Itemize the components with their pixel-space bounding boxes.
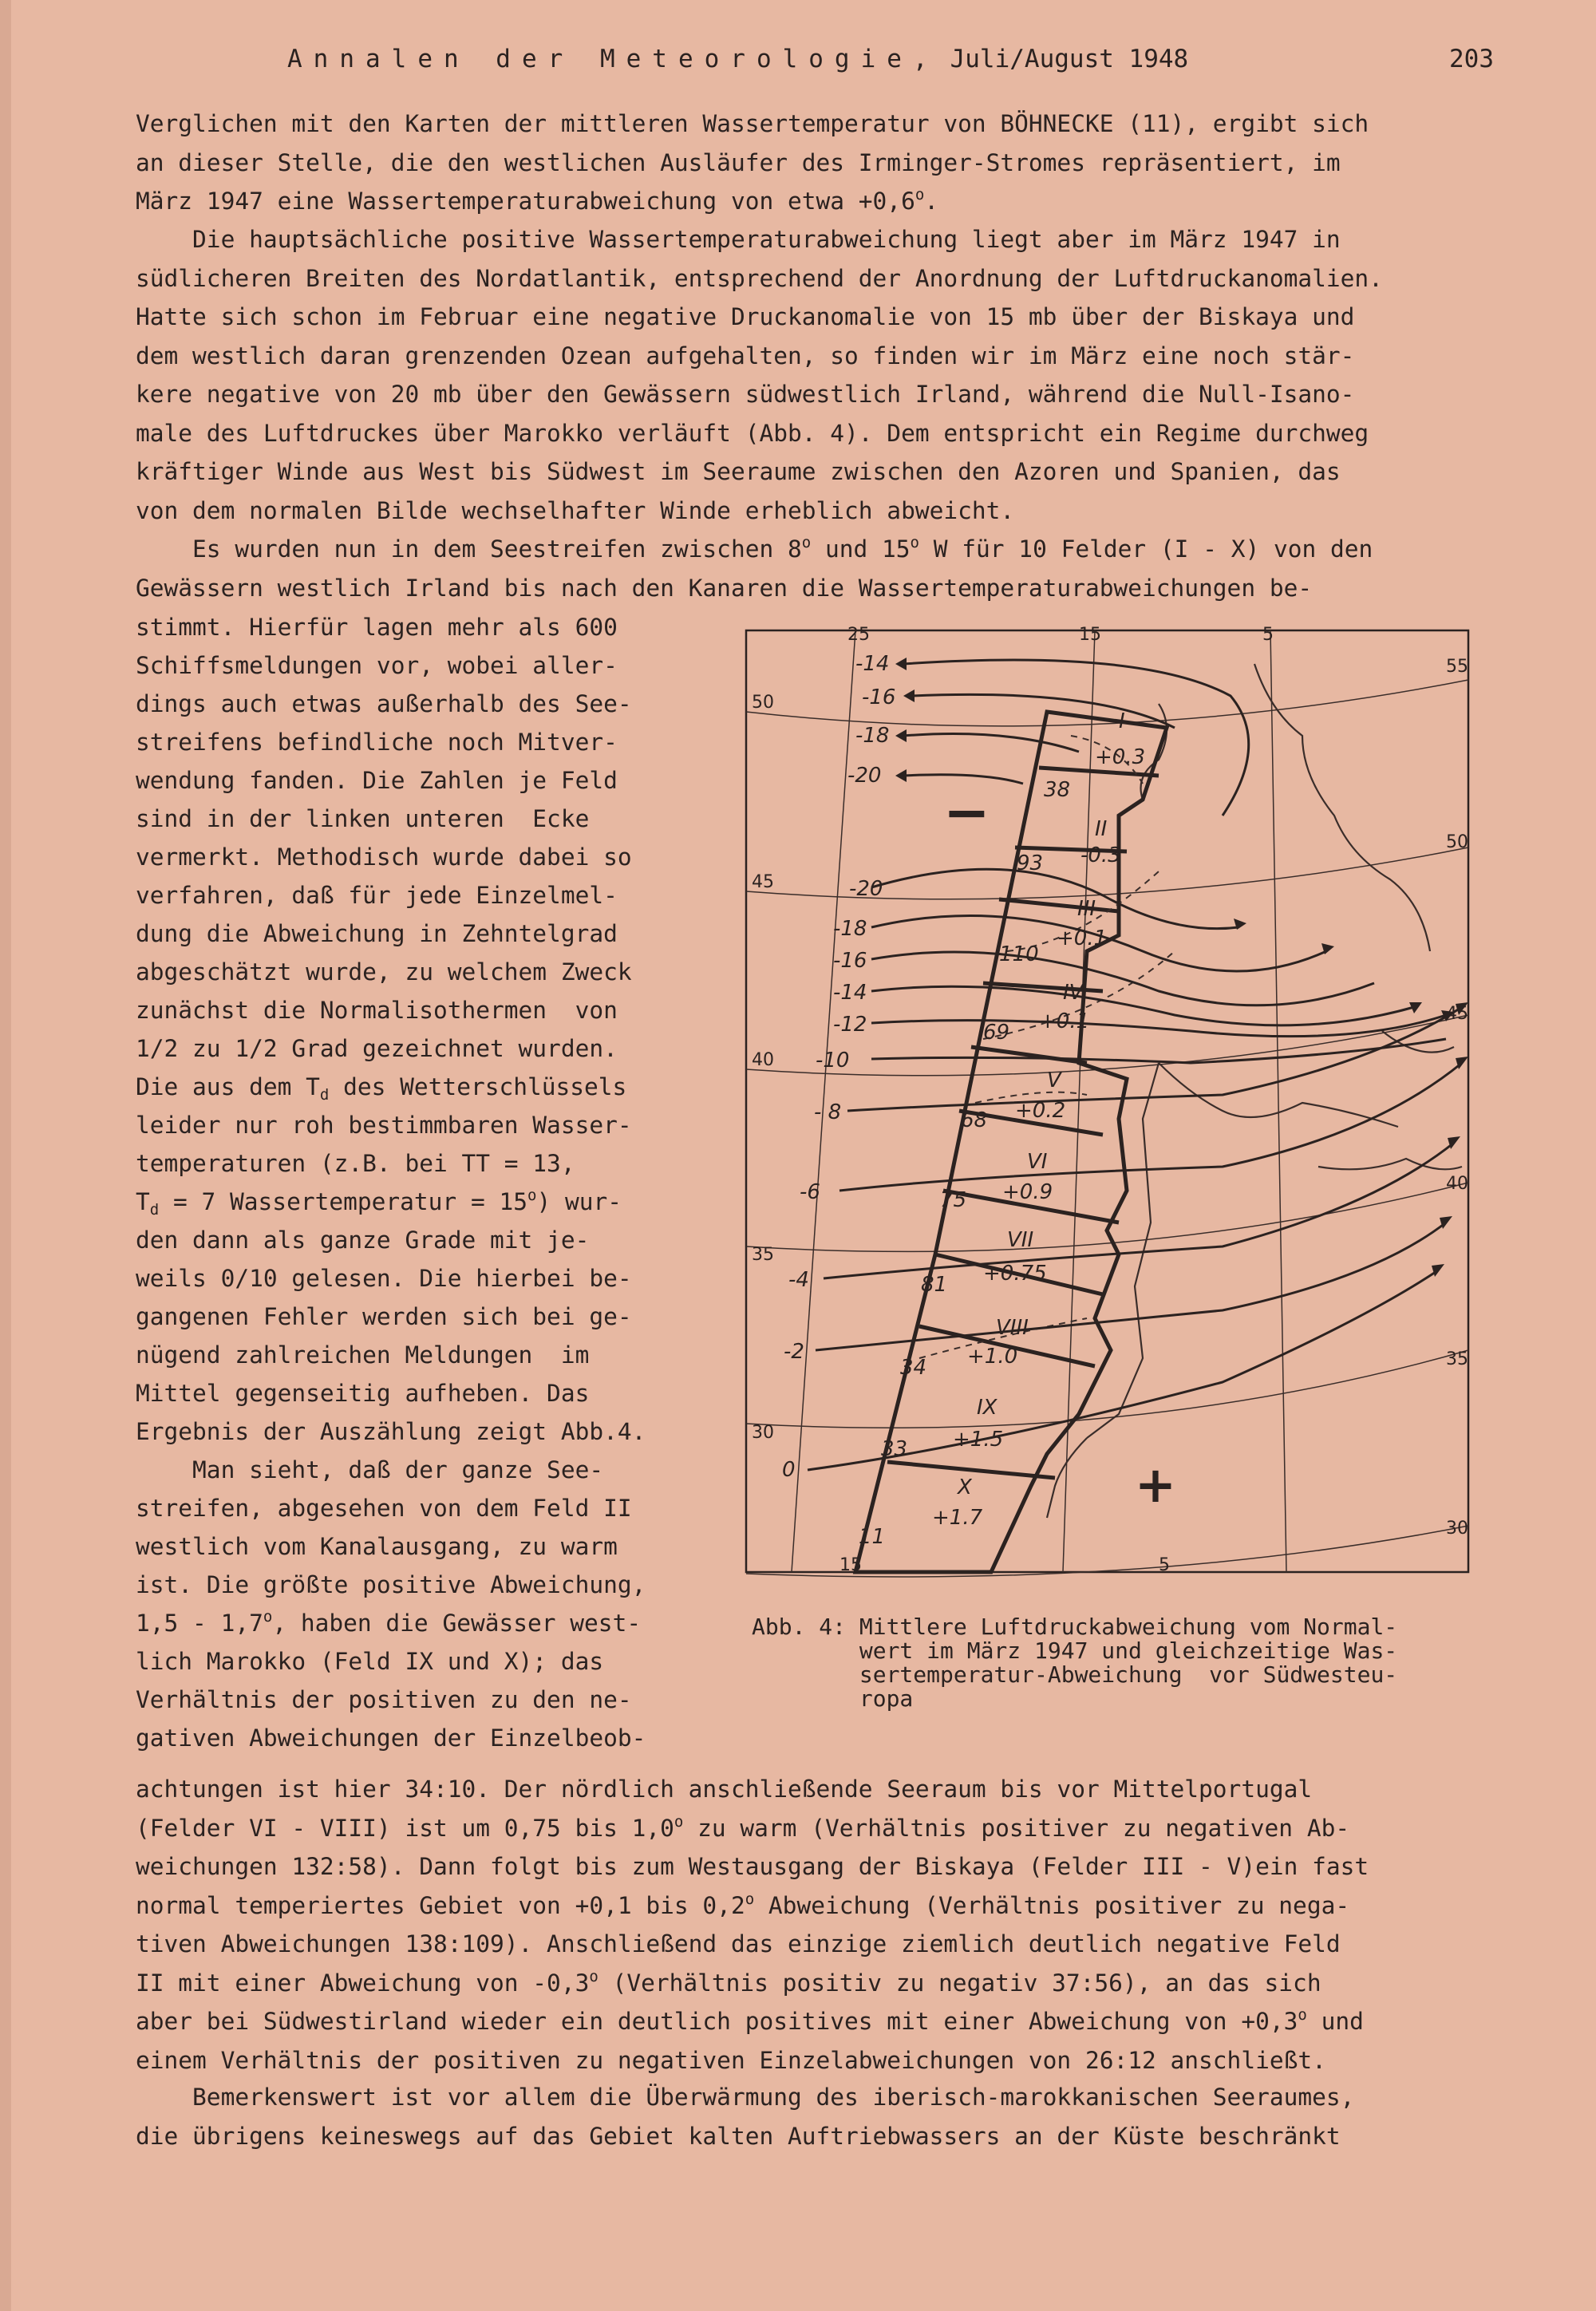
isobar-labels — [782, 652, 895, 1482]
lat-label-left: 45 — [752, 872, 774, 892]
field-roman: X — [958, 1475, 972, 1499]
journal-title: Annalen der Meteorologie, — [287, 45, 939, 73]
text-line: verfahren, daß für jede Einzelmel- — [136, 882, 618, 909]
text-line: gangenen Fehler werden sich bei ge- — [136, 1303, 632, 1330]
lon-label-bottom: 15 — [839, 1555, 862, 1575]
text-line: Hatte sich schon im Februar eine negative Druckanomalie von 15 mb über der Biskaya und — [136, 303, 1355, 330]
isobar-label: - 8 — [814, 1100, 842, 1124]
field-count: 75 — [940, 1188, 967, 1212]
text-line: ist. Die größte positive Abweichung, — [136, 1571, 646, 1598]
lat-label-right: 30 — [1446, 1519, 1468, 1539]
text-line: leider nur roh bestimmbaren Wasser- — [136, 1112, 632, 1139]
isobar-label: -18 — [855, 724, 890, 748]
field-deviation: +0.2 — [1015, 1099, 1066, 1123]
paragraph-5 — [136, 2078, 1354, 2155]
text-line: (Felder VI - VIII) ist um 0,75 bis 1,0$^o$ zu warm (Verhältnis positiver zu negativen Ab- — [136, 1812, 1350, 1842]
field-count: 110 — [999, 942, 1039, 966]
text-line: Verhältnis der positiven zu den ne- — [136, 1686, 632, 1713]
running-header — [287, 45, 1188, 73]
field-deviation: +0.9 — [1002, 1180, 1053, 1204]
field-count: 68 — [961, 1108, 988, 1132]
text-line: Ergebnis der Auszählung zeigt Abb.4. — [136, 1418, 646, 1445]
lon-label-bottom: 5 — [1159, 1555, 1170, 1575]
narrow-column — [136, 608, 646, 1757]
text-line: kere negative von 20 mb über den Gewässern südwestlich Irland, während die Null-Isano- — [136, 381, 1355, 408]
text-line: südlicheren Breiten des Nordatlantik, entsprechend der Anordnung der Luftdruckanomalien. — [136, 264, 1383, 292]
field-roman: III — [1077, 897, 1096, 921]
text-line: kräftiger Winde aus West bis Südwest im Seeraume zwischen den Azoren und Spanien, das — [136, 458, 1341, 485]
text-line: von dem normalen Bilde wechselhafter Winde erheblich abweicht. — [136, 496, 1015, 524]
text-line: wendung fanden. Die Zahlen je Feld — [136, 767, 618, 794]
field-count: 34 — [900, 1356, 927, 1380]
field-deviation: +1.7 — [932, 1506, 983, 1530]
text-line: einem Verhältnis der positiven zu negativen Einzelabweichungen von 26:12 anschließt. — [136, 2046, 1326, 2074]
text-line: März 1947 eine Wassertemperaturabweichung von etwa $+0,6^o$. — [136, 186, 939, 215]
isobar-label: -2 — [784, 1340, 804, 1364]
field-roman: II — [1095, 817, 1108, 841]
field-roman: I — [1119, 709, 1125, 733]
text-line: Die hauptsächliche positive Wassertemperaturabweichung liegt aber im März 1947 in — [136, 226, 1341, 253]
field-roman: VII — [1007, 1228, 1034, 1252]
field-deviation: +0.1 — [1039, 1009, 1090, 1033]
text-line: den dann als ganze Grade mit je- — [136, 1227, 590, 1254]
isobar-label: -20 — [849, 877, 883, 901]
field-count: 33 — [881, 1437, 908, 1461]
text-line: Bemerkenswert ist vor allem die Überwärmung des iberisch-marokkanischen Seeraumes, — [136, 2084, 1355, 2111]
figure-caption: Abb. 4: Mittlere Luftdruckabweichung vom Normal- wert im März 1947 und gleichzeitige Was- sertemperatur-Abweichung vor Südwesteu- ropa — [752, 1614, 1398, 1712]
text-line: nügend zahlreichen Meldungen im — [136, 1341, 590, 1369]
figure-map — [744, 616, 1478, 1582]
isobar-label: -14 — [855, 652, 890, 676]
field-roman: VIII — [996, 1316, 1029, 1340]
issue-date: Juli/August 1948 — [950, 45, 1189, 73]
text-line: weils 0/10 gelesen. Die hierbei be- — [136, 1265, 632, 1292]
field-deviation: -0.3 — [1080, 843, 1121, 867]
text-line: Verglichen mit den Karten der mittleren Wassertemperatur von BÖHNECKE (11), ergibt sich — [136, 110, 1369, 137]
isobar-label: -10 — [816, 1049, 850, 1073]
isobar-label: 0 — [782, 1458, 796, 1482]
lon-label-top: 25 — [847, 625, 870, 645]
text-line: weichungen 132:58). Dann folgt bis zum Westausgang der Biskaya (Felder III - V)ein fast — [136, 1853, 1369, 1880]
text-line: zunächst die Normalisothermen von — [136, 997, 618, 1024]
field-deviation: +1.5 — [953, 1428, 1004, 1452]
paragraph-3 — [136, 530, 1373, 607]
lon-label-top: 5 — [1262, 625, 1274, 645]
text-line: Schiffsmeldungen vor, wobei aller- — [136, 652, 618, 679]
isobar-label: -6 — [800, 1180, 820, 1204]
text-line: Es wurden nun in dem Seestreifen zwischen 8$^o$ und 15$^o$ W für 10 Felder (I - X) von den — [136, 534, 1373, 563]
field-count: 81 — [921, 1273, 948, 1297]
lat-label-right: 50 — [1446, 832, 1468, 852]
isobar-label: -20 — [847, 764, 882, 788]
field-deviation: +0.75 — [983, 1262, 1047, 1286]
paragraph-4 — [136, 1770, 1369, 2080]
lon-label-top: 15 — [1079, 625, 1101, 645]
text-line: gativen Abweichungen der Einzelbeob- — [136, 1724, 646, 1752]
text-line: sind in der linken unteren Ecke — [136, 805, 590, 832]
paragraph-1 — [136, 105, 1369, 221]
paragraph-2 — [136, 220, 1383, 530]
field-deviation: +0.1 — [1057, 926, 1108, 950]
lat-label-right: 35 — [1446, 1349, 1468, 1369]
text-line: Man sieht, daß der ganze See- — [136, 1456, 604, 1483]
text-line: an dieser Stelle, die den westlichen Ausläufer des Irminger-Stromes repräsentiert, im — [136, 148, 1341, 176]
lat-label-left: 30 — [752, 1423, 774, 1443]
text-line: Die aus dem $T_d$ des Wetterschlüssels — [136, 1073, 627, 1104]
text-line: lich Marokko (Feld IX und X); das — [136, 1648, 604, 1675]
lat-label-right: 40 — [1446, 1174, 1468, 1194]
field-count: 11 — [859, 1525, 886, 1549]
minus-sign: − — [943, 780, 990, 845]
lat-label-right: 55 — [1446, 657, 1468, 677]
text-line: $T_d = 7$ Wassertemperatur = $15^o$) wur- — [136, 1187, 622, 1219]
field-count: 93 — [1017, 851, 1044, 875]
text-line: stimmt. Hierfür lagen mehr als 600 — [136, 614, 618, 641]
isobar-label: -16 — [862, 685, 896, 709]
text-line: abgeschätzt wurde, zu welchem Zweck — [136, 958, 632, 986]
lat-label-left: 50 — [752, 693, 774, 713]
isobar-label: -18 — [833, 917, 867, 941]
text-line: 1,5 - 1,7$^o$, haben die Gewässer west- — [136, 1608, 642, 1637]
field-deviation: +0.3 — [1095, 745, 1146, 769]
field-count: 38 — [1044, 778, 1071, 802]
field-deviation: +1.0 — [967, 1345, 1018, 1369]
field-labels — [859, 709, 1145, 1549]
isobar-label: -14 — [833, 981, 867, 1005]
lat-label-left: 35 — [752, 1245, 774, 1265]
text-line: dings auch etwas außerhalb des See- — [136, 690, 632, 717]
text-line: die übrigens keineswegs auf das Gebiet kalten Auftriebwassers an der Küste beschränkt — [136, 2122, 1341, 2150]
lat-label-right: 45 — [1446, 1004, 1468, 1024]
text-line: westlich vom Kanalausgang, zu warm — [136, 1533, 618, 1560]
isobar-label: -12 — [833, 1013, 867, 1037]
field-roman: V — [1047, 1069, 1061, 1092]
text-line: streifens befindliche noch Mitver- — [136, 729, 618, 756]
lat-label-left: 40 — [752, 1050, 774, 1070]
field-roman: IV — [1063, 981, 1084, 1005]
text-line: 1/2 zu 1/2 Grad gezeichnet wurden. — [136, 1035, 618, 1062]
field-roman: VI — [1027, 1150, 1048, 1174]
text-line: temperaturen (z.B. bei TT = 13, — [136, 1150, 575, 1177]
text-line: tiven Abweichungen 138:109). Anschließend das einzige ziemlich deutlich negative Feld — [136, 1930, 1341, 1957]
text-line: normal temperiertes Gebiet von +0,1 bis 0,2$^o$ Abweichung (Verhältnis positiver zu nega- — [136, 1890, 1350, 1919]
text-line: aber bei Südwestirland wieder ein deutlich positives mit einer Abweichung von $+0,3^o$ und — [136, 2006, 1364, 2035]
text-line: dung die Abweichung in Zehntelgrad — [136, 920, 618, 947]
text-line: vermerkt. Methodisch wurde dabei so — [136, 843, 632, 871]
arrowheads — [895, 658, 1468, 1277]
field-count: 69 — [983, 1021, 1010, 1045]
page-edge — [0, 0, 11, 2311]
isobar-label: -16 — [833, 949, 867, 973]
plus-sign: + — [1135, 1456, 1176, 1514]
text-line: male des Luftdruckes über Marokko verläuft (Abb. 4). Dem entspricht ein Regime durchweg — [136, 419, 1369, 447]
page-number: 203 — [1449, 45, 1494, 73]
coastline — [1047, 664, 1462, 1518]
text-line: Mittel gegenseitig aufheben. Das — [136, 1380, 590, 1407]
text-line: dem westlich daran grenzenden Ozean aufgehalten, so finden wir im März eine noch stär- — [136, 342, 1355, 369]
text-line: II mit einer Abweichung von -0,3$^o$ (Verhältnis positiv zu negativ 37:56), an das sich — [136, 1967, 1321, 1997]
field-roman: IX — [977, 1396, 998, 1420]
text-line: achtungen ist hier 34:10. Der nördlich anschließende Seeraum bis vor Mittelportugal — [136, 1776, 1313, 1803]
text-line: streifen, abgesehen von dem Feld II — [136, 1495, 632, 1522]
isobar-label: -4 — [788, 1268, 809, 1292]
text-line: Gewässern westlich Irland bis nach den Kanaren die Wassertemperaturabweichungen be- — [136, 574, 1313, 602]
